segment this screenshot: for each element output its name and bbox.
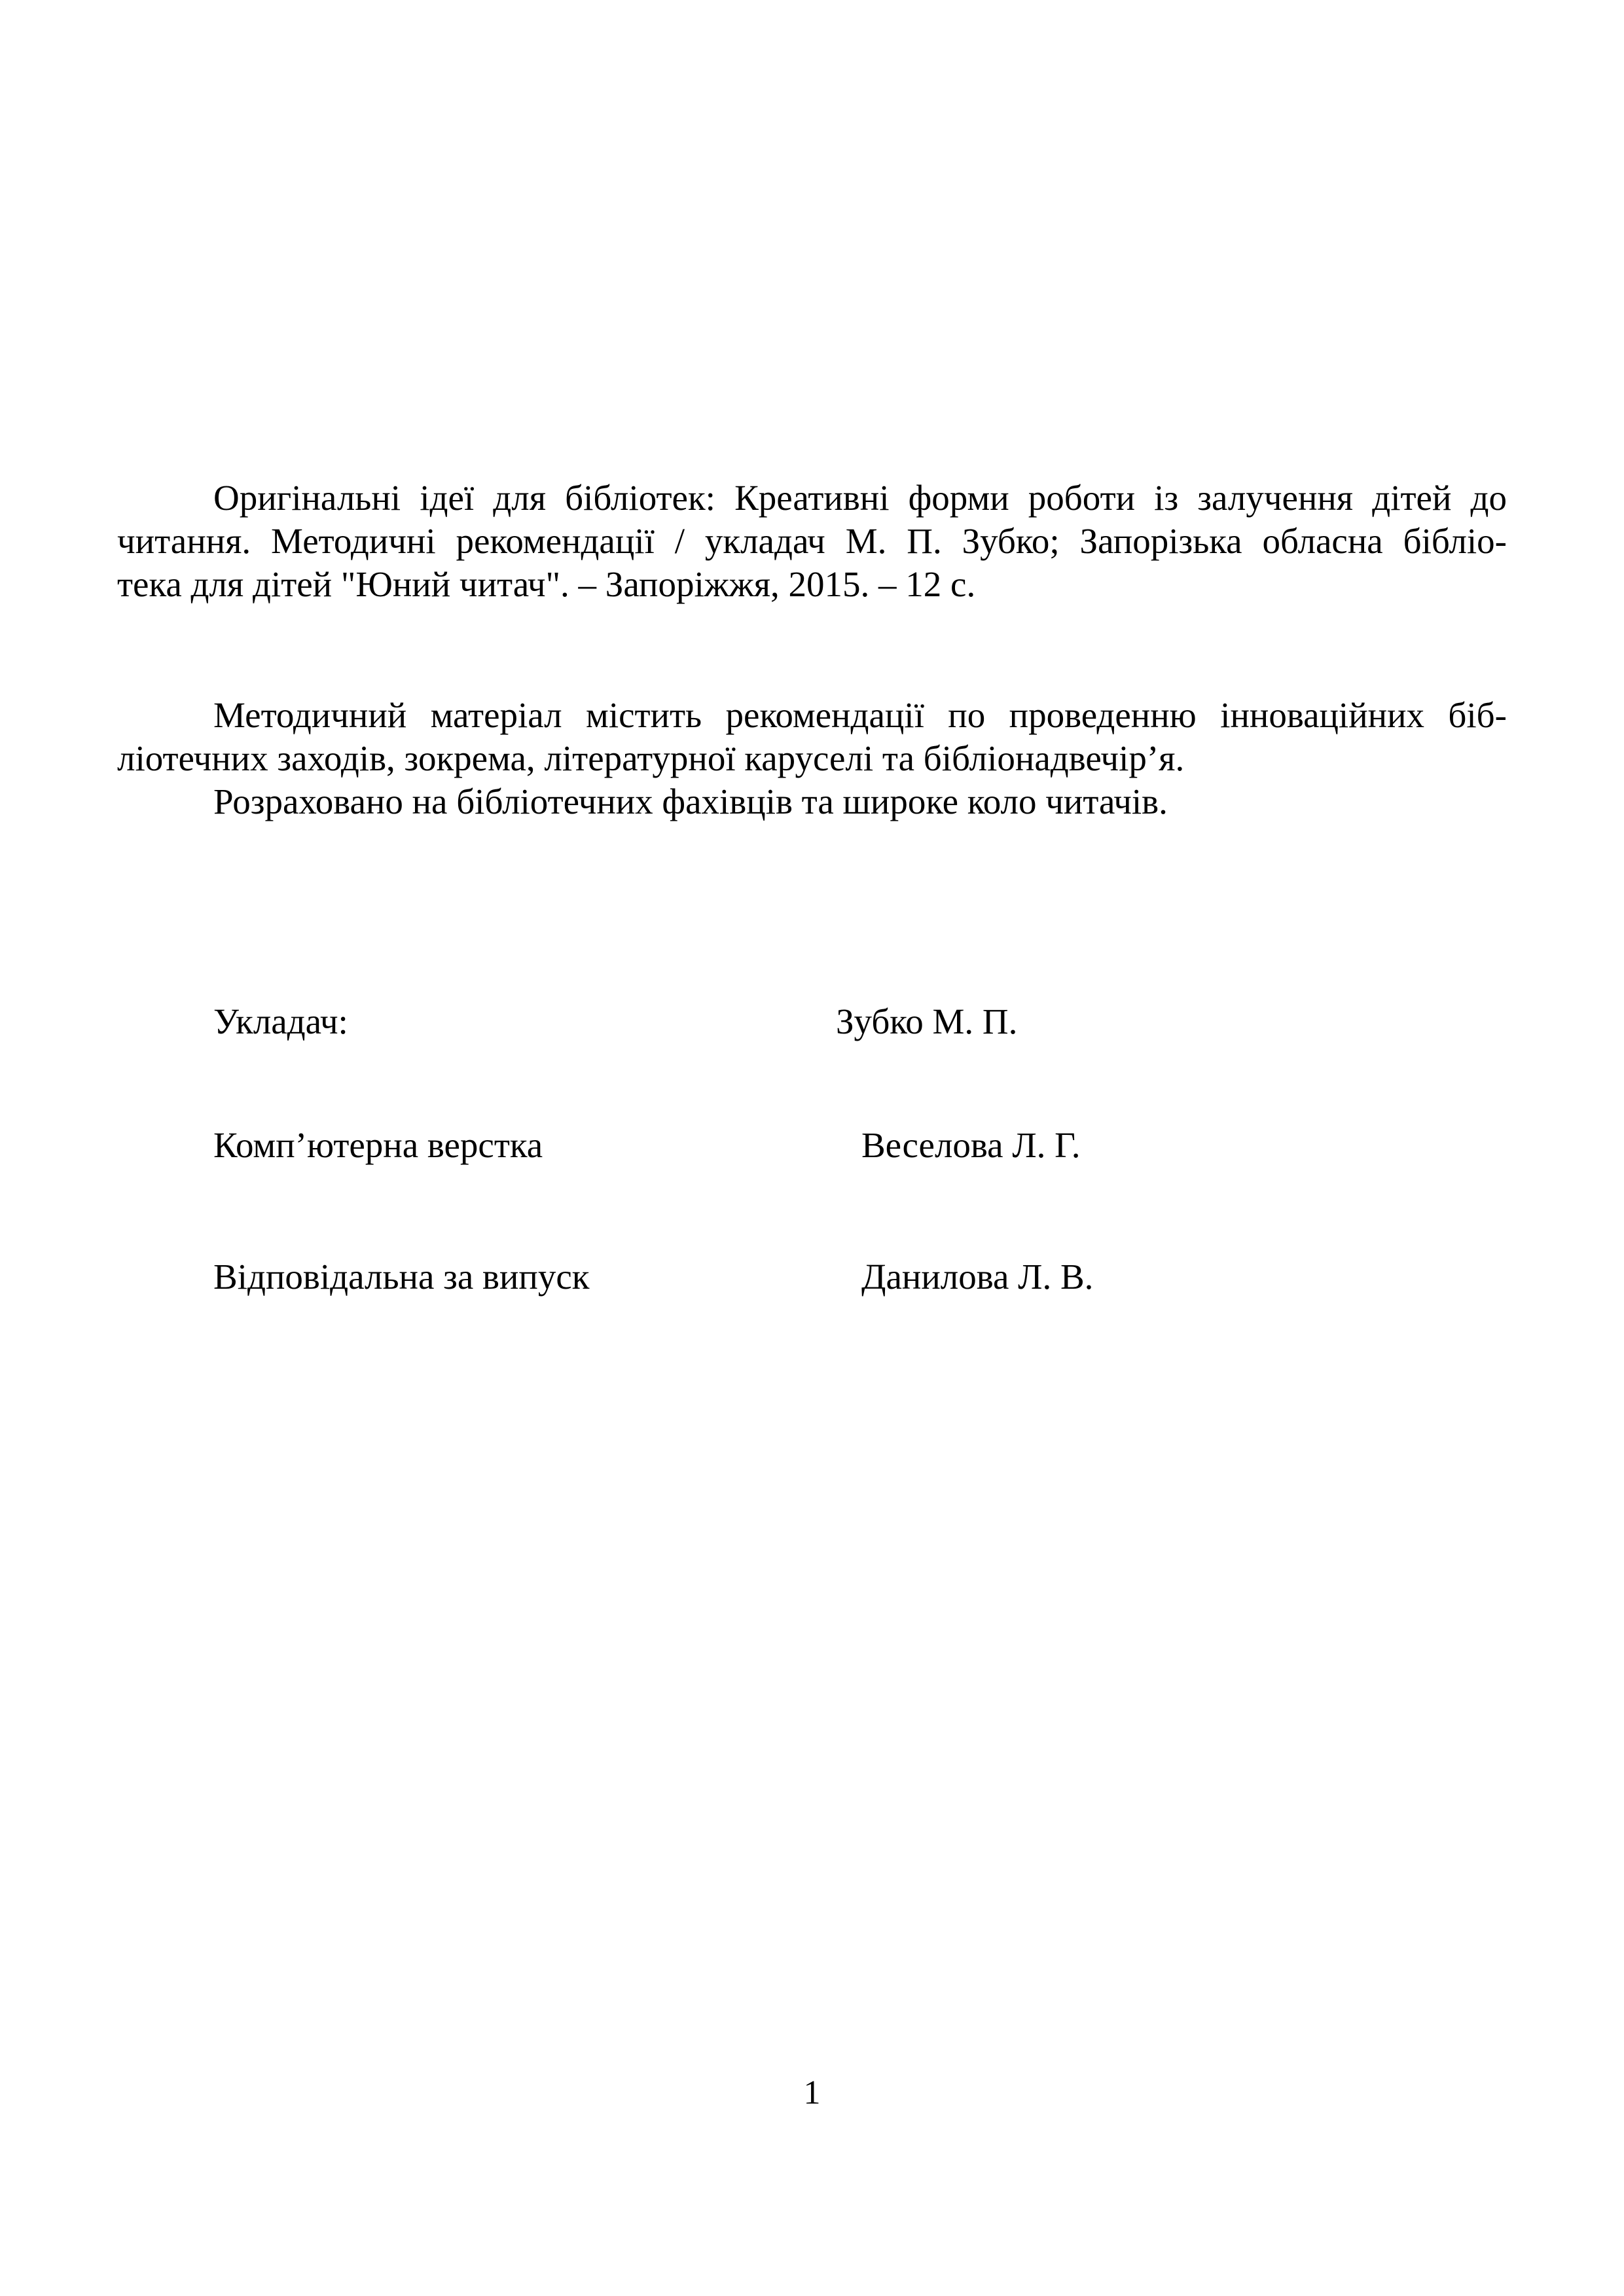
credit-role-responsible: Відповідальна за випуск (213, 1257, 590, 1297)
credit-role-layout: Комп’ютерна верстка (213, 1125, 543, 1165)
credit-name-compiler: Зубко М. П. (836, 1001, 1018, 1041)
bibliographic-line-1: Оригінальні ідеї для бібліотек: Креативні форми роботи із залучення дітей до (213, 478, 1507, 518)
credit-name-responsible: Данилова Л. В. (861, 1257, 1094, 1297)
annotation (117, 694, 1507, 823)
annotation-line-2: ліотечних заходів, зокрема, літературної каруселі та бібліонадвечір’я. (117, 738, 1185, 778)
annotation-line-3: Розраховано на бібліотечних фахівців та широке коло читачів. (213, 781, 1168, 821)
page-number: 1 (803, 2074, 821, 2111)
bibliographic-record (117, 476, 1507, 606)
bibliographic-line-3: тека для дітей "Юний читач". – Запоріжжя, 2015. – 12 с. (117, 564, 976, 604)
annotation-line-1: Методичний матеріал містить рекомендації по проведенню інноваційних біб- (213, 695, 1507, 735)
credit-name-layout: Веселова Л. Г. (861, 1125, 1081, 1165)
bibliographic-line-2: читання. Методичні рекомендації / укладач М. П. Зубко; Запорізька обласна біблio- (117, 521, 1507, 561)
credit-role-compiler: Укладач: (213, 1001, 348, 1041)
